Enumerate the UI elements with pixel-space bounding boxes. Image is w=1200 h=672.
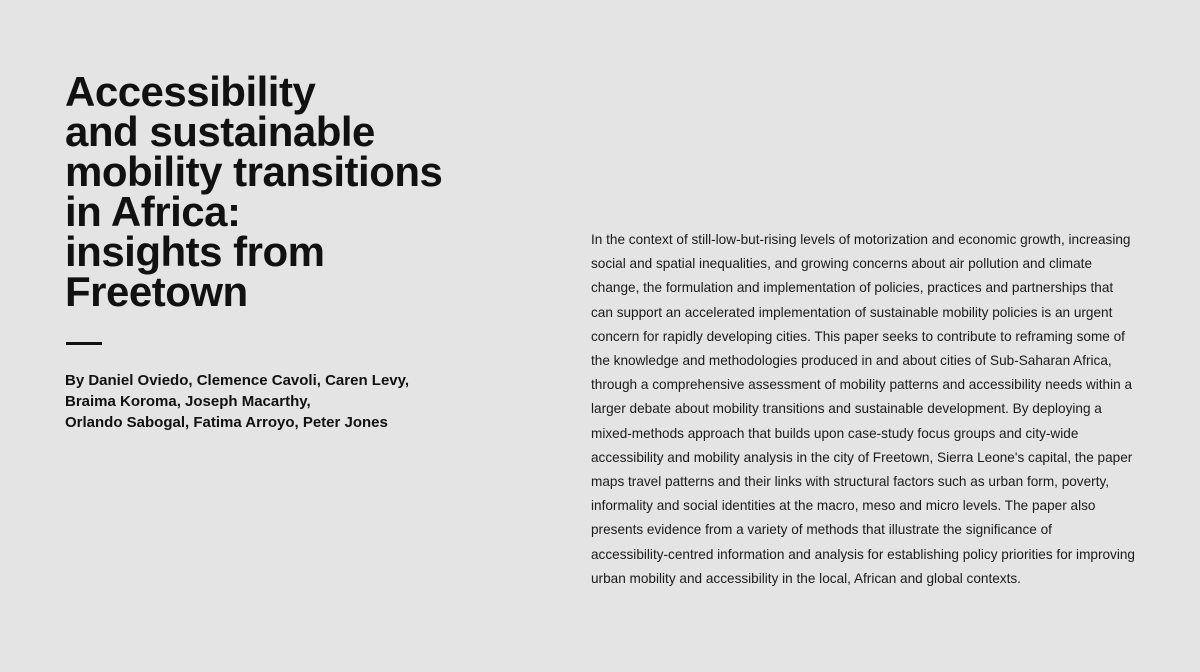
abstract-line: the knowledge and methodologies produced in and about cities of Sub-Saharan Africa, [591,353,1112,369]
abstract-line: maps travel patterns and their links with structural factors such as urban form, poverty, [591,474,1110,490]
author-line: Braima Koroma, Joseph Macarthy, [65,393,311,410]
author-line: By Daniel Oviedo, Clemence Cavoli, Caren Levy, [65,372,410,389]
abstract-line: accessibility-centred information and analysis for establishing policy priorities for improving [591,546,1135,562]
author-list [65,370,485,433]
abstract-line: informality and social identities at the macro, meso and micro levels. The paper also [591,498,1096,514]
abstract-line: social and spatial inequalities, and growing concerns about air pollution and climate [591,256,1093,272]
abstract-line: can support an accelerated implementation of sustainable mobility policies is an urgent [591,304,1113,320]
abstract-line: In the context of still-low-but-rising levels of motorization and economic growth, increasing [591,232,1131,247]
title-line: Accessibility [65,68,316,115]
abstract-text [591,228,1135,591]
abstract-line: urban mobility and accessibility in the local, African and global contexts. [591,570,1021,586]
abstract-line: mixed-methods approach that builds upon case-study focus groups and city-wide [591,425,1079,441]
abstract-line: concern for rapidly developing cities. This paper seeks to contribute to reframing some of [591,328,1125,344]
title-line: and sustainable [65,108,375,155]
title-divider [66,342,102,345]
page-title [65,68,535,315]
author-line: Orlando Sabogal, Fatima Arroyo, Peter Jones [65,414,388,431]
title-line: insights from [65,228,325,275]
title-line: in Africa: [65,188,241,235]
abstract-line: accessibility and mobility analysis in the city of Freetown, Sierra Leone's capital, the paper [591,449,1133,465]
abstract-line: presents evidence from a variety of methods that illustrate the significance of [591,522,1052,538]
abstract-line: larger debate about mobility transitions and sustainable development. By deploying a [591,401,1102,417]
abstract-line: change, the formulation and implementation of policies, practices and partnerships that [591,280,1114,296]
title-line: mobility transitions [65,148,443,195]
title-line: Freetown [65,268,248,315]
abstract-line: through a comprehensive assessment of mobility patterns and accessibility needs within a [591,377,1133,393]
